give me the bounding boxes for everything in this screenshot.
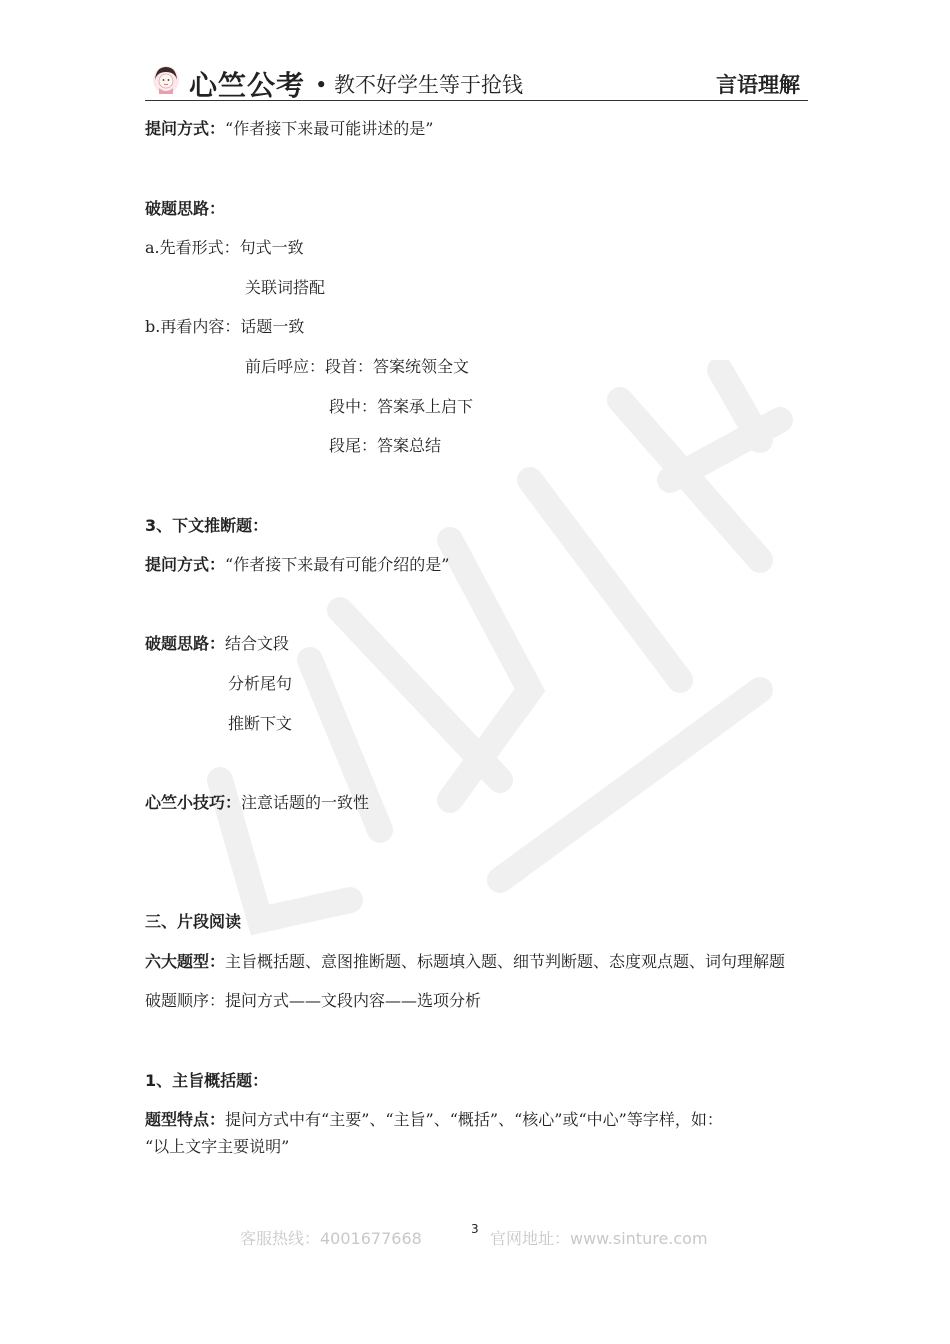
tip-text: 注意话题的一致性 — [241, 793, 370, 812]
tip-label: 心竺小技巧： — [145, 793, 242, 812]
q2-form-line2: 关联词搭配 — [245, 278, 326, 297]
q3-title: 3、下文推断题： — [145, 516, 269, 535]
q3-solve-step3: 推断下文 — [228, 714, 293, 733]
q2-ask-label: 提问方式： — [145, 119, 226, 138]
s1-feature-label: 题型特点： — [145, 1110, 226, 1129]
section3-title: 三、片段阅读 — [145, 912, 242, 931]
q2-solve-label: 破题思路： — [145, 199, 226, 218]
section-title: 言语理解 — [716, 73, 800, 97]
page-header — [145, 60, 808, 101]
q3-solve-label: 破题思路： — [145, 634, 226, 653]
types-text: 主旨概括题、意图推断题、标题填入题、细节判断题、态度观点题、词句理解题 — [225, 952, 786, 971]
footer-website: 官网地址：www.sinture.com — [490, 1229, 708, 1248]
q3-solve-step2: 分析尾句 — [228, 674, 293, 693]
s1-title: 1、主旨概括题： — [145, 1071, 269, 1090]
q2-echo-line1: 前后呼应：段首：答案统领全文 — [245, 357, 470, 376]
s1-feature-line2: “以上文字主要说明” — [145, 1137, 290, 1156]
q2-echo-line3: 段尾：答案总结 — [329, 436, 442, 455]
types-line — [145, 952, 785, 972]
footer-hotline: 客服热线：4001677668 — [240, 1229, 422, 1248]
q3-ask-label: 提问方式： — [145, 555, 226, 574]
page-number: 3 — [471, 1222, 479, 1236]
q3-ask-text: “作者接下来最有可能介绍的是” — [225, 555, 450, 574]
q3-solve-step1: 结合文段 — [225, 634, 290, 653]
s1-feature-text: 提问方式中有“主要”、“主旨”、“概括”、“核心”或“中心”等字样，如： — [225, 1110, 723, 1129]
slogan: • 教不好学生等于抢钱 — [315, 73, 524, 97]
order-line: 破题顺序：提问方式——文段内容——选项分析 — [145, 991, 482, 1010]
q2-content-line: b.再看内容：话题一致 — [145, 317, 305, 336]
q2-ask-line — [145, 119, 433, 139]
types-label: 六大题型： — [145, 952, 226, 971]
q3-ask-line — [145, 555, 449, 575]
q2-echo-line2: 段中：答案承上启下 — [329, 397, 474, 416]
tip-line — [145, 793, 369, 813]
q2-ask-text: “作者接下来最可能讲述的是” — [225, 119, 434, 138]
avatar-logo-icon — [151, 64, 181, 96]
q2-form-line: a.先看形式：句式一致 — [145, 238, 304, 257]
s1-feature-line — [145, 1110, 723, 1130]
brand-name: 心竺公考 — [189, 69, 306, 102]
watermark — [200, 360, 820, 980]
q3-solve-line — [145, 634, 289, 654]
